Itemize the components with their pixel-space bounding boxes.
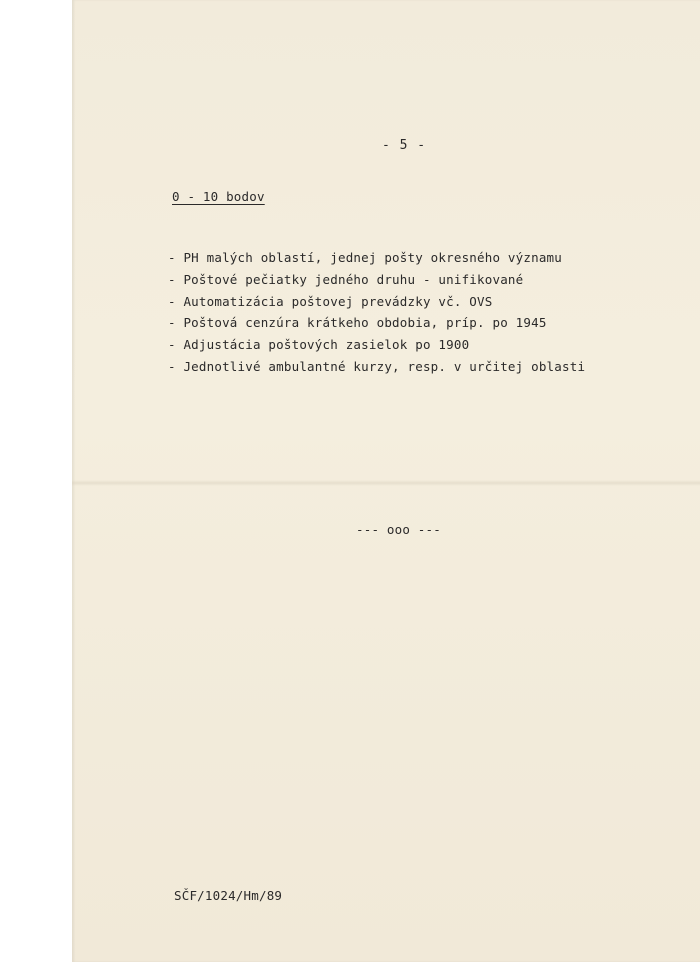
list-item: - Automatizácia poštovej prevádzky vč. OVS [168,293,493,309]
page-number: - 5 - [382,138,427,153]
list-item: - Adjustácia poštových zasielok po 1900 [168,337,470,353]
list-item: - Poštové pečiatky jedného druhu - unifikované [168,271,524,287]
document-reference: SČF/1024/Hm/89 [174,888,283,903]
list-item: - Poštová cenzúra krátkeho obdobia, príp. po 1945 [168,315,547,331]
list-item: - PH malých oblastí, jednej pošty okresného významu [168,250,563,265]
criteria-list [168,250,585,381]
list-item: - Jednotlivé ambulantné kurzy, resp. v určitej oblasti [168,358,586,374]
paper-fold [72,480,700,486]
section-heading: 0 - 10 bodov [172,189,265,204]
section-divider: --- ooo --- [356,522,441,537]
